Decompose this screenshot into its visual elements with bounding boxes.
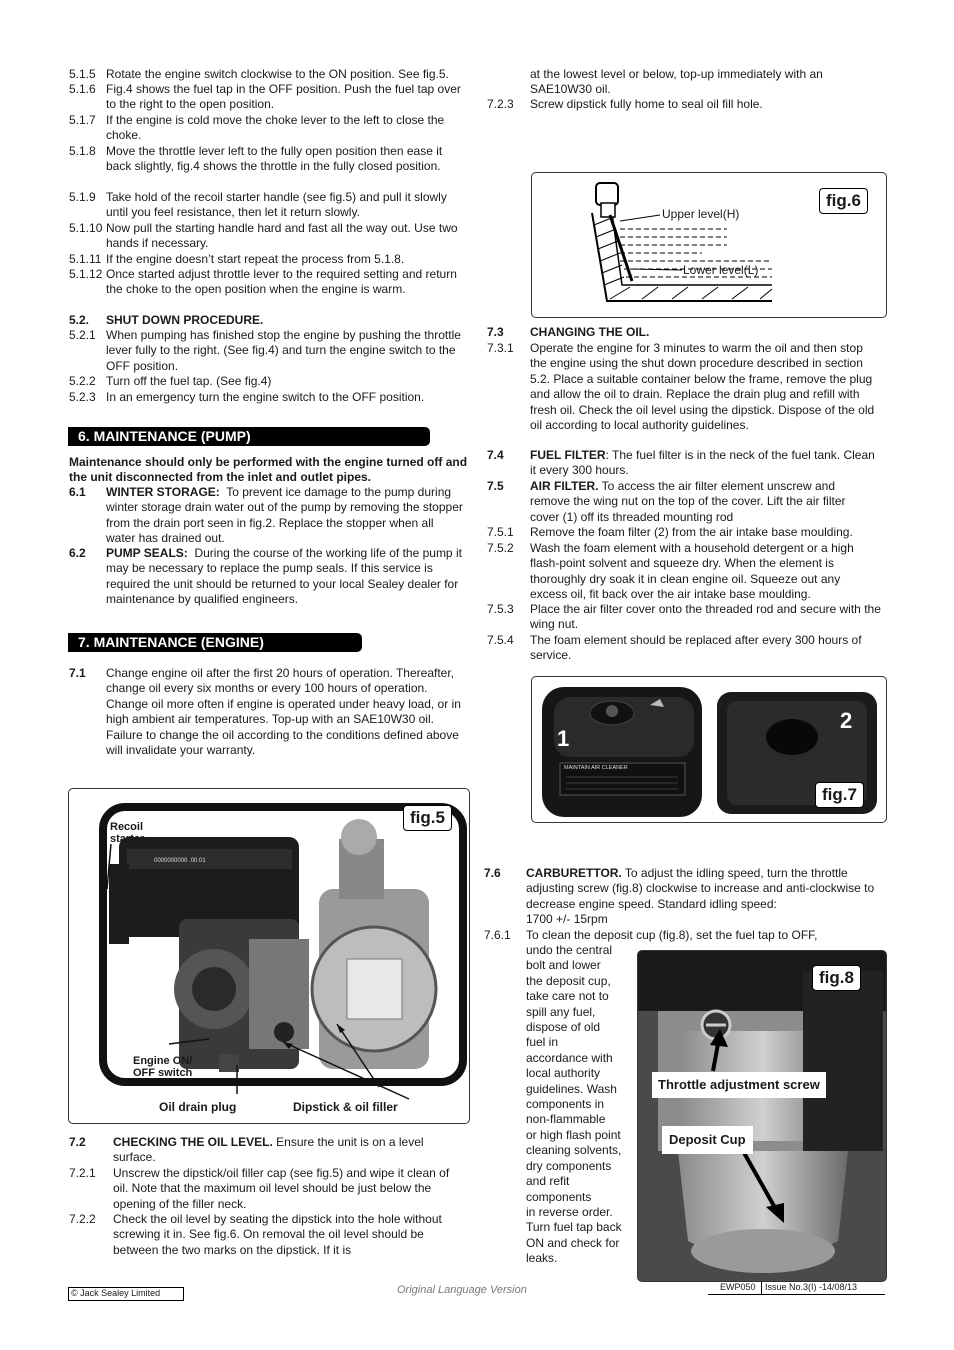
recoil-starter-label: Recoil starter [110, 821, 145, 845]
text-line: components in [526, 1097, 605, 1112]
text-line: accordance with [526, 1050, 613, 1065]
item-6-2: 6.2 PUMP SEALS: During the course of the working life of the pump it may be necessary to replace the pump seals. If this service is required the unit should be returned to your local Sealey dealer for maintenance by qualified engineers. [69, 546, 462, 607]
text-line: the deposit cup, [526, 973, 611, 988]
item-number: 5.1.8 [69, 144, 96, 158]
text-line: and refit [526, 1174, 570, 1189]
figure-7 [531, 676, 887, 823]
carburettor-photo [638, 951, 886, 1281]
item-text: In an emergency turn the engine switch to the OFF position. [106, 390, 425, 404]
item-text: Move the throttle lever left to the fully open position then ease it back slightly, fig.4 shows the throttle in the fully closed position. [106, 144, 443, 174]
item-number: 5.2. [69, 313, 90, 327]
procedure-item [69, 221, 461, 252]
text-line: guidelines. Wash [526, 1081, 617, 1096]
item-7-5-3: 7.5.3 Place the air filter cover onto the threaded rod and secure with the wing nut. [487, 602, 881, 632]
item-text: When pumping has finished stop the engine by pushing the throttle lever fully to the right. (See fig.4) and turn the engine switch to the OFF position. [106, 328, 461, 373]
doc-code: EWP050 [720, 1282, 756, 1292]
text-line: dispose of old [526, 1020, 601, 1035]
item-number: 5.1.10 [69, 221, 103, 235]
text-line: take care not to [526, 989, 609, 1004]
item-number: 5.2.2 [69, 374, 96, 388]
item-7-2-1: 7.2.1 Unscrew the dipstick/oil filler cap (see fig.5) and wipe it clean of oil. Note that the maximum oil level should be just below the opening of the filler neck. [69, 1166, 450, 1211]
item-text: Once started adjust throttle lever to the required setting and return the choke to the open position when the engine is warm. [106, 267, 457, 297]
procedure-item [69, 82, 461, 113]
item-number: 5.2.3 [69, 390, 96, 404]
procedure-item [69, 144, 461, 175]
upper-level-label: Upper level(H) [662, 207, 740, 221]
item-7-2-2: 7.2.2 Check the oil level by seating the dipstick into the hole without screwing it in. See fig.6. On removal the oil level should be between the two marks on the dipstick. If it is [69, 1212, 442, 1257]
language-note: Original Language Version [397, 1284, 527, 1296]
figure-5 [68, 788, 470, 1124]
item-number: 5.1.7 [69, 113, 96, 127]
tank-label: 0000000000 .00.01 [154, 858, 206, 864]
item-7-5-2: 7.5.2 Wash the foam element with a household detergent or a high flash-point solvent and squeeze dry. When the element is thoroughly dry soak it in clean engine oil. Squeeze out any excess oil, fit back over the air intake base moulding. [487, 541, 854, 602]
text-line: non-flammable [526, 1112, 606, 1127]
text-line: or high flash point [526, 1127, 621, 1142]
throttle-screw-label: Throttle adjustment screw [652, 1072, 826, 1098]
item-7-2-3: 7.2.3 Screw dipstick fully home to seal oil fill hole. [487, 97, 763, 111]
item-7-5-1: 7.5.1 Remove the foam filter (2) from the air intake base moulding. [487, 525, 853, 539]
item-number: 5.1.11 [69, 252, 102, 266]
item-7-3-1: 7.3.1 Operate the engine for 3 minutes to warm the oil and then stop the engine using the shut down procedure described in section 5.2. Place a suitable container below the frame, remove the plug and allow the oil to drain. Replace the drain plug and refill with fresh oil. Check the oil level using the dipstick. Dispose of the old oil according to local authority guidelines. [487, 341, 875, 433]
item-text: Rotate the engine switch clockwise to the ON position. See fig.5. [106, 67, 449, 81]
item-7-6: 7.6 CARBURETTOR. To adjust the idling speed, turn the throttle adjusting screw (fig.8) clockwise to increase and anti-clockwise to decrease engine speed. Standard idling speed: 1700 +/- 15rpm [484, 866, 875, 927]
section-7-header: 7. MAINTENANCE (ENGINE) [68, 633, 362, 652]
item-7-6-1: 7.6.1 To clean the deposit cup (fig.8), set the fuel tap to OFF, [484, 928, 818, 942]
item-6-1: 6.1 WINTER STORAGE: To prevent ice damage to the pump during winter storage drain water out of the pump by removing the stopper from the drain port seen in fig.2. Replace the stopper when all water has drained out. [69, 485, 463, 546]
text-line: local authority [526, 1066, 601, 1081]
procedure-item [69, 67, 461, 82]
procedure-item [69, 390, 461, 405]
item-7-2-2-continued: at the lowest level or below, top-up immediately with an SAE10W30 oil. [530, 67, 823, 97]
text-line: leaks. [526, 1251, 558, 1266]
footer-separator [761, 1282, 762, 1294]
engine-switch-label: Engine ON/ OFF switch [133, 1055, 193, 1079]
procedure-item [69, 113, 461, 144]
fig-5-label: fig.5 [403, 805, 452, 831]
item-text: If the engine doesn’t start repeat the process from 5.1.8. [106, 252, 405, 266]
fig-6-label: fig.6 [819, 188, 868, 214]
fig-8-label: fig.8 [812, 965, 861, 991]
item-7-4: 7.4 FUEL FILTER: The fuel filter is in the neck of the fuel tank. Clean it every 300 hours. [487, 448, 875, 478]
item-text: Now pull the starting handle hard and fast all the way out. Use two hands if necessary. [106, 221, 458, 251]
item-number: 5.1.6 [69, 82, 96, 96]
fig-7-label: fig.7 [815, 782, 864, 808]
part-2-number: 2 [840, 708, 853, 733]
text-line: components [526, 1189, 592, 1204]
dipstick-label: Dipstick & oil filler [293, 1100, 398, 1114]
item-number: 5.1.9 [69, 190, 96, 204]
item-text: Take hold of the recoil starter handle (see fig.5) and pull it slowly until you feel resistance, then let it return slowly. [106, 190, 447, 220]
deposit-cup-label: Deposit Cup [662, 1126, 753, 1154]
text-line: dry components [526, 1158, 612, 1173]
item-text: Fig.4 shows the fuel tap in the OFF position. Push the fuel tap over to the right to the open position. [106, 82, 461, 112]
item-number: 5.1.5 [69, 67, 96, 81]
text-line: Turn fuel tap back [526, 1220, 622, 1235]
text-line: ON and check for [526, 1235, 620, 1250]
procedure-item [69, 267, 461, 298]
filter-decal-text: MAINTAIN AIR CLEANER [564, 765, 628, 771]
section-6-intro: Maintenance should only be performed with the engine turned off and the unit disconnected from the inlet and outlet pipes. [69, 455, 468, 485]
item-7-5-4: 7.5.4 The foam element should be replaced after every 300 hours of service. [487, 633, 862, 663]
copyright-box: © Jack Sealey Limited [68, 1287, 184, 1301]
text-line: spill any fuel, [526, 1004, 596, 1019]
part-1-number: 1 [557, 726, 570, 751]
item-text: Turn off the fuel tap. (See fig.4) [106, 374, 272, 388]
item-text: If the engine is cold move the choke lever to the left to close the choke. [106, 113, 445, 143]
text-line: in reverse order. [526, 1204, 613, 1219]
procedure-item [69, 328, 461, 374]
lower-level-label: Lower level(L) [683, 263, 759, 277]
text-line: fuel in [526, 1035, 559, 1050]
text-line: undo the central [526, 943, 613, 957]
procedure-item [69, 374, 461, 389]
section-6-header: 6. MAINTENANCE (PUMP) [68, 427, 430, 446]
footer-underline [708, 1294, 885, 1295]
text-line: bolt and lower [526, 958, 601, 973]
procedure-item [69, 190, 461, 221]
oil-drain-plug-label: Oil drain plug [159, 1100, 237, 1114]
figure-8 [637, 950, 887, 1282]
item-number: 5.2.1 [69, 328, 96, 342]
procedure-item [69, 313, 461, 328]
issue-number: Issue No.3(I) -14/08/13 [765, 1282, 858, 1292]
item-text: SHUT DOWN PROCEDURE. [106, 313, 264, 327]
item-7-3: 7.3 CHANGING THE OIL. [487, 325, 650, 339]
procedure-item [69, 252, 461, 267]
item-7-5: 7.5 AIR FILTER. To access the air filter element unscrew and remove the wing nut on the top of the cover. Lift the air filter cover (1) off its threaded mounting rod [487, 479, 846, 524]
item-7-6-1-narrow-text [526, 943, 634, 1267]
figure-6 [531, 172, 887, 318]
text-line: cleaning solvents, [526, 1143, 622, 1158]
item-7-1: 7.1 Change engine oil after the first 20 hours of operation. Thereafter, change oil every six months or every 100 hours of operation. Change oil more often if engine is operated under heavy load, or in high ambient air temperatures. Top-up with an SAE10W30 oil. Failure to change the oil according to the conditions defined above will invalidate your warranty. [69, 666, 461, 758]
item-number: 5.1.12 [69, 267, 103, 281]
item-7-2: 7.2 CHECKING THE OIL LEVEL. Ensure the unit is on a level surface. [69, 1135, 424, 1165]
